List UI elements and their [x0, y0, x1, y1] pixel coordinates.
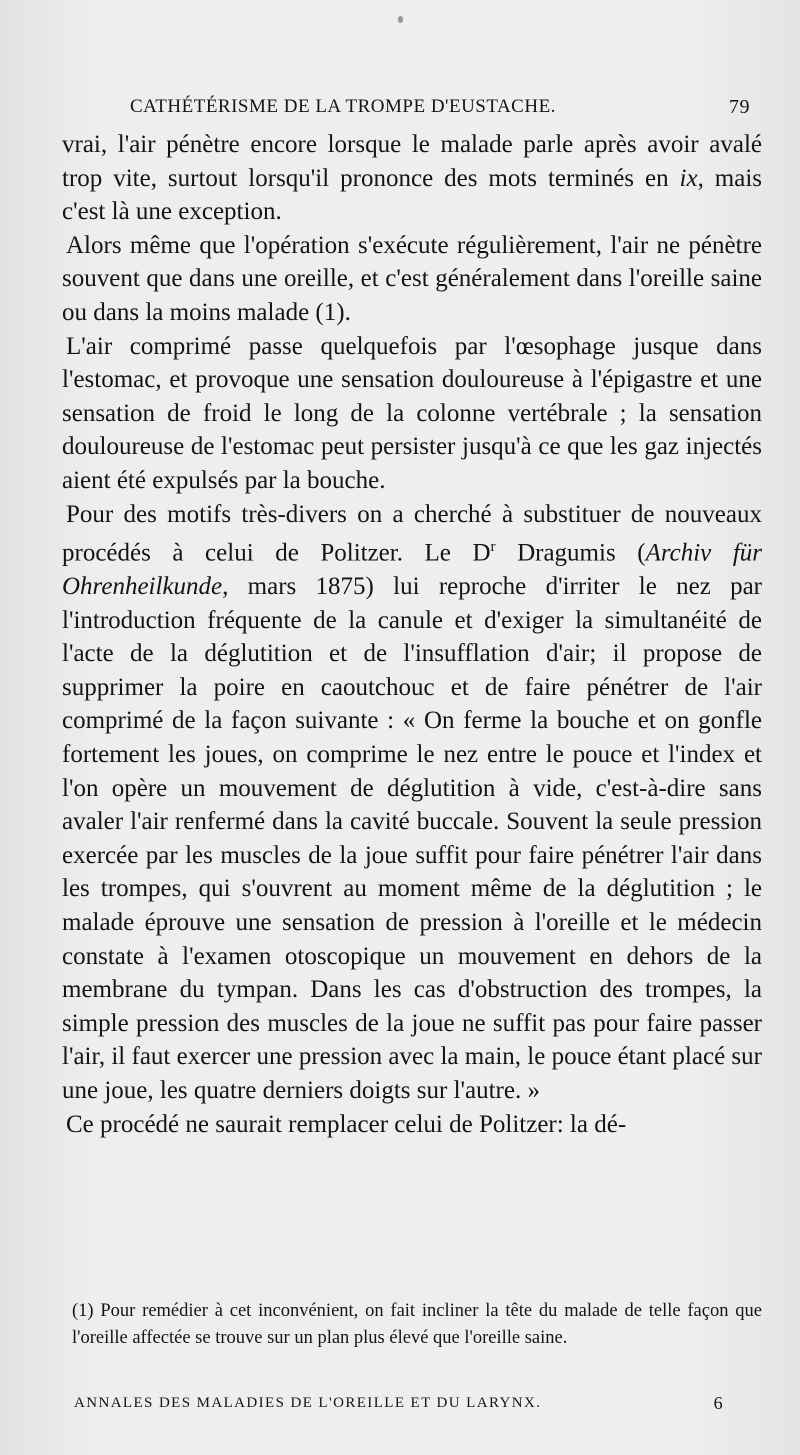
page-number: 79 — [729, 96, 750, 118]
running-head — [130, 96, 750, 126]
paragraph-4-text-mid: Dragumis ( — [495, 539, 646, 567]
journal-title: ANNALES DES MALADIES DE L'OREILLE ET DU LARYNX. — [74, 1395, 542, 1411]
paragraph-1-text: vrai, l'air pénètre encore lorsque le malade parle après avoir avalé trop vite, surtout lorsqu'il prononce des mots terminés en — [62, 131, 762, 192]
paragraph-1-italic: ix — [679, 164, 698, 192]
running-title: CATHÉTÉRISME DE LA TROMPE D'EUSTACHE. — [130, 96, 556, 117]
paragraph-4 — [62, 498, 762, 1108]
paragraph-4-text-end: , mars 1875) lui reproche d'irriter le nez par l'introduction fréquente de la canule et d'exiger la simultanéité de l'acte de la déglutition et de l'insufflation d'air; il propose de supprimer la poire en caoutchouc et de faire pénétrer de l'air comprimé de la façon suivante : « On ferme la bouche et on gonfle fortement les joues, on comprime le nez entre le pouce et l'index et l'on opère un mouvement de déglutition à vide, c'est-à-dire sans avaler l'air renfermé dans la cavité buccale. Souvent la seule pression exercée par les muscles de la joue suffit pour faire pénétrer l'air dans les trompes, qui s'ouvrent au moment même de la déglutition ; le malade éprouve une sensation de pression à l'oreille et le médecin constate à l'examen otoscopique un mouvement en dehors de la membrane du tympan. Dans les cas d'obstruction des trompes, la simple pression des muscles de la joue ne suffit pas pour faire passer l'air, il faut exercer une pression avec la main, le pouce étant placé sur une joue, les quatre derniers doigts sur l'autre. » — [62, 573, 762, 1104]
paragraph-1-text-end: , mais c'est là une exception. — [62, 164, 762, 226]
paragraph-4-text: Pour des motifs très-divers on a cherché à substituer de nouveaux procédés à celui de Politzer. Le D — [62, 500, 762, 567]
paragraph-3: L'air comprimé passe quelquefois par l'œsophage jusque dans l'estomac, et provoque une sensation douloureuse à l'épigastre et une sensation de froid le long de la colonne vertébrale ; la sensation douloureuse de l'estomac peut persister jusqu'à ce que les gaz injectés aient été expulsés par la bouche. — [62, 332, 762, 494]
paragraph-1 — [62, 128, 762, 229]
paragraph-4-superscript: r — [490, 539, 496, 556]
ink-speck — [398, 16, 403, 23]
paragraph-5: Ce procédé ne saurait remplacer celui de Politzer: la dé- — [66, 1110, 627, 1138]
signature-mark: 6 — [713, 1393, 724, 1413]
paragraph-2: Alors même que l'opération s'exécute régulièrement, l'air ne pénètre souvent que dans une oreille, et c'est généralement dans l'oreille saine ou dans la moins malade (1). — [62, 231, 762, 326]
page-footer — [74, 1393, 724, 1417]
body-text — [62, 128, 762, 1141]
footnote: (1) Pour remédier à cet inconvénient, on fait incliner la tête du malade de telle façon que l'oreille affectée se trouve sur un plan plus élevé que l'oreille saine. — [72, 1301, 762, 1348]
paragraph-4-journal-title: Archiv für Ohrenheilkunde — [62, 539, 763, 601]
